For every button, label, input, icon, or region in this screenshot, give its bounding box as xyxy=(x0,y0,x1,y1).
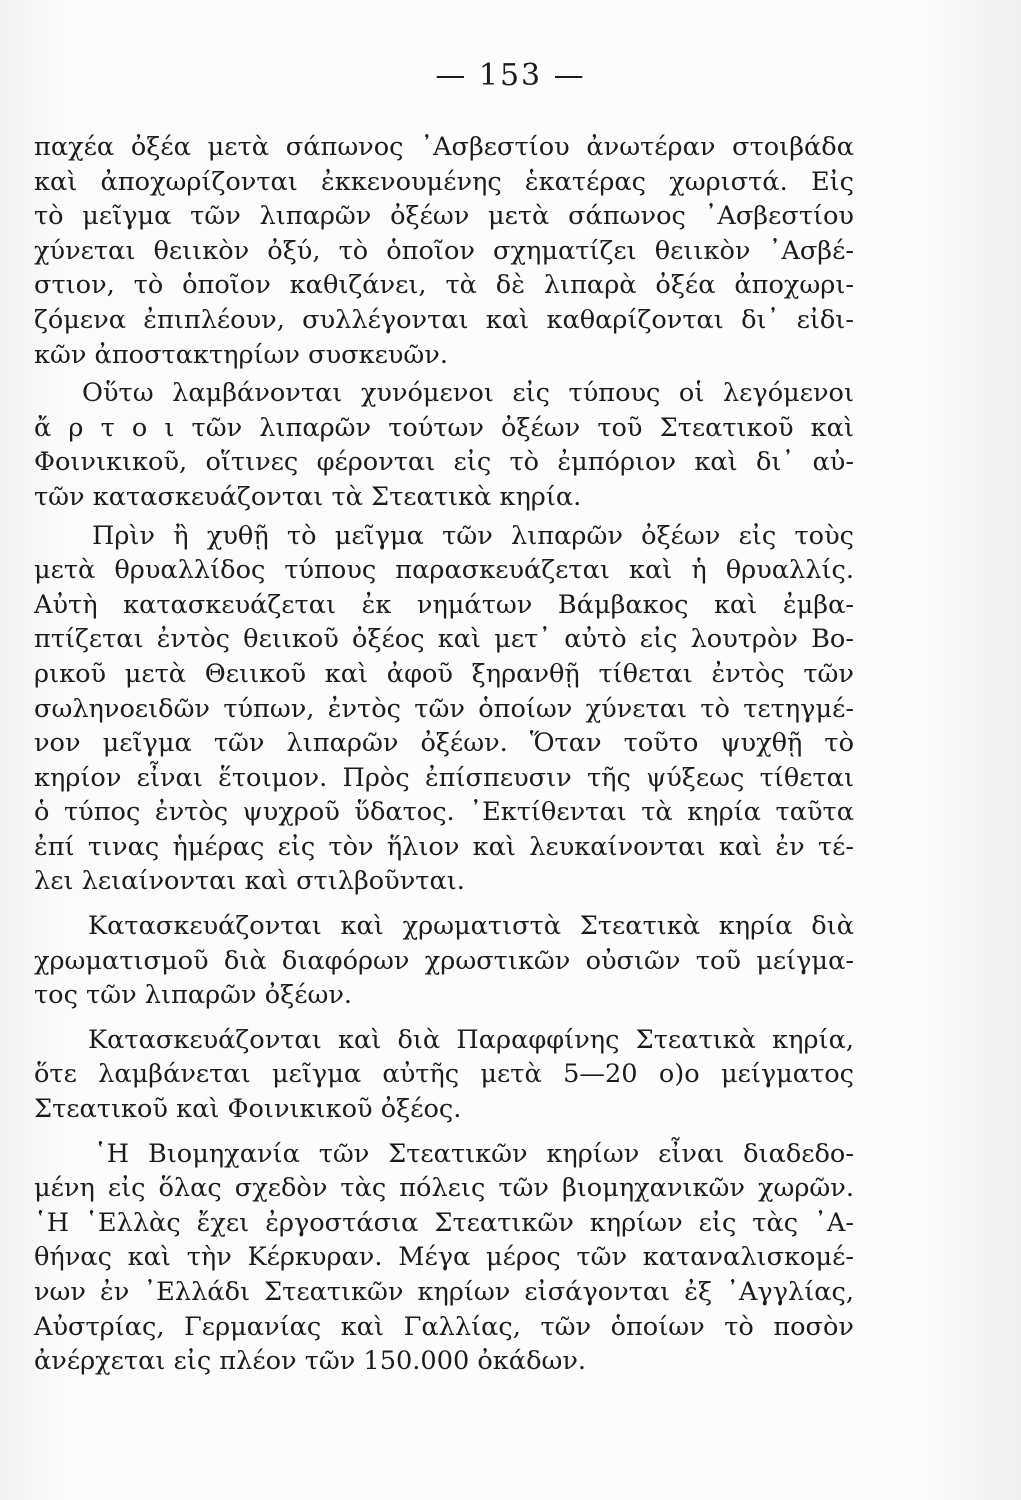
text-line: παχέα ὀξέα μετὰ σάπωνος ᾿Ασβεστίου ἀνωτέραν στοιβάδα xyxy=(34,132,854,162)
text-line: Αὐστρίας, Γερμανίας καὶ Γαλλίας, τῶν ὁποίων τὸ ποσὸν xyxy=(34,1311,854,1342)
paragraph xyxy=(34,519,854,900)
text-line: ἀνέρχεται εἰς πλέον τῶν 150.000 ὀκάδων. xyxy=(34,1346,587,1377)
text-line: τὸ μεῖγμα τῶν λιπαρῶν ὀξέων μετὰ σάπωνος ᾿Ασβεστίου xyxy=(34,201,854,232)
text-line: λει λειαίνονται καὶ στιλβοῦνται. xyxy=(34,866,465,897)
text-line: Οὕτω λαμβάνονται χυνόμενοι εἰς τύπους οἱ λεγόμενοι xyxy=(82,378,854,409)
paragraph xyxy=(34,1023,854,1127)
text-line: πτίζεται ἐντὸς θειικοῦ ὀξέος καὶ μετ᾿ αὐτὸ εἰς λουτρὸν Βο- xyxy=(34,624,854,655)
text-line: Φοινικικοῦ, οἵτινες φέρονται εἰς τὸ ἐμπόριον καὶ δι᾿ αὐ- xyxy=(34,447,854,478)
paragraph xyxy=(34,1137,854,1379)
paragraph xyxy=(34,909,854,1013)
text-line: ἐπί τινας ἡμέρας εἰς τὸν ἥλιον καὶ λευκαίνονται καὶ ἐν τέ- xyxy=(34,831,854,862)
text-line: Κατασκευάζονται καὶ διὰ Παραφφίνης Στεατικὰ κηρία, xyxy=(88,1024,854,1055)
text-line: τῶν κατασκευάζονται τὰ Στεατικὰ κηρία. xyxy=(34,481,582,512)
text-line: νων ἐν ᾿Ελλάδι Στεατικῶν κηρίων εἰσάγονται ἐξ ᾿Αγγλίας, xyxy=(34,1277,854,1307)
text-line: κῶν ἀποστακτηρίων συσκευῶν. xyxy=(34,339,448,370)
text-line: μένη εἰς ὅλας σχεδὸν τὰς πόλεις τῶν βιομηχανικῶν χωρῶν. xyxy=(34,1173,854,1204)
text-line: Πρὶν ἢ χυθῇ τὸ μεῖγμα τῶν λιπαρῶν ὀξέων εἰς τοὺς xyxy=(92,520,854,551)
body-text xyxy=(34,130,854,1379)
text-line: χύνεται θειικὸν ὀξύ, τὸ ὁποῖον σχηματίζει θειικὸν ᾿Ασβέ- xyxy=(34,235,854,266)
text-line: νον μεῖγμα τῶν λιπαρῶν ὀξέων. Ὅταν τοῦτο ψυχθῇ τὸ xyxy=(34,728,854,759)
text-line: Στεατικοῦ καὶ Φοινικικοῦ ὀξέος. xyxy=(34,1094,462,1125)
text-line: μετὰ θρυαλλίδος τύπους παρασκευάζεται καὶ ἡ θρυαλλίς. xyxy=(34,555,854,586)
text-line: σωληνοειδῶν τύπων, ἐντὸς τῶν ὁποίων χύνεται τὸ τετηγμέ- xyxy=(34,693,854,724)
text-line: ῾Η Βιομηχανία τῶν Στεατικῶν κηρίων εἶναι διαδεδο- xyxy=(94,1138,854,1169)
text-line: Αὐτὴ κατασκευάζεται ἐκ νημάτων Βάμβακος καὶ ἐμβα- xyxy=(34,589,854,620)
text-line: θήνας καὶ τὴν Κέρκυραν. Μέγα μέρος τῶν καταναλισκομέ- xyxy=(34,1242,854,1273)
text-line: ζόμενα ἐπιπλέουν, συλλέγονται καὶ καθαρίζονται δι᾿ εἰδι- xyxy=(34,304,854,335)
text-line: ἄ ρ τ ο ι τῶν λιπαρῶν τούτων ὀξέων τοῦ Στεατικοῦ καὶ xyxy=(34,412,854,443)
text-line: ῾Η ῾Ελλὰς ἔχει ἐργοστάσια Στεατικῶν κηρίων εἰς τὰς ᾿Α- xyxy=(34,1207,854,1238)
text-line: κηρίον εἶναι ἕτοιμον. Πρὸς ἐπίσπευσιν τῆς ψύξεως τίθεται xyxy=(34,762,854,793)
paragraph xyxy=(34,130,854,372)
text-line: Κατασκευάζονται καὶ χρωματιστὰ Στεατικὰ κηρία διὰ xyxy=(88,911,854,942)
paragraph xyxy=(34,376,854,514)
text-line: καὶ ἀποχωρίζονται ἐκκενουμένης ἑκατέρας χωριστά. Εἰς xyxy=(34,166,854,197)
text-line: χρωματισμοῦ διὰ διαφόρων χρωστικῶν οὐσιῶν τοῦ μείγμα- xyxy=(34,945,854,976)
text-line: στιον, τὸ ὁποῖον καθιζάνει, τὰ δὲ λιπαρὰ ὀξέα ἀποχωρι- xyxy=(34,270,854,301)
text-line: τος τῶν λιπαρῶν ὀξέων. xyxy=(34,980,353,1011)
text-line: ὅτε λαμβάνεται μεῖγμα αὐτῆς μετὰ 5—20 ο)ο μείγματος xyxy=(34,1059,854,1090)
text-line: ὁ τύπος ἐντὸς ψυχροῦ ὕδατος. ᾿Εκτίθενται τὰ κηρία ταῦτα xyxy=(34,797,854,828)
page-number: — 153 — xyxy=(435,58,586,93)
text-line: ρικοῦ μετὰ Θειικοῦ καὶ ἀφοῦ ξηρανθῇ τίθεται ἐντὸς τῶν xyxy=(34,658,854,689)
